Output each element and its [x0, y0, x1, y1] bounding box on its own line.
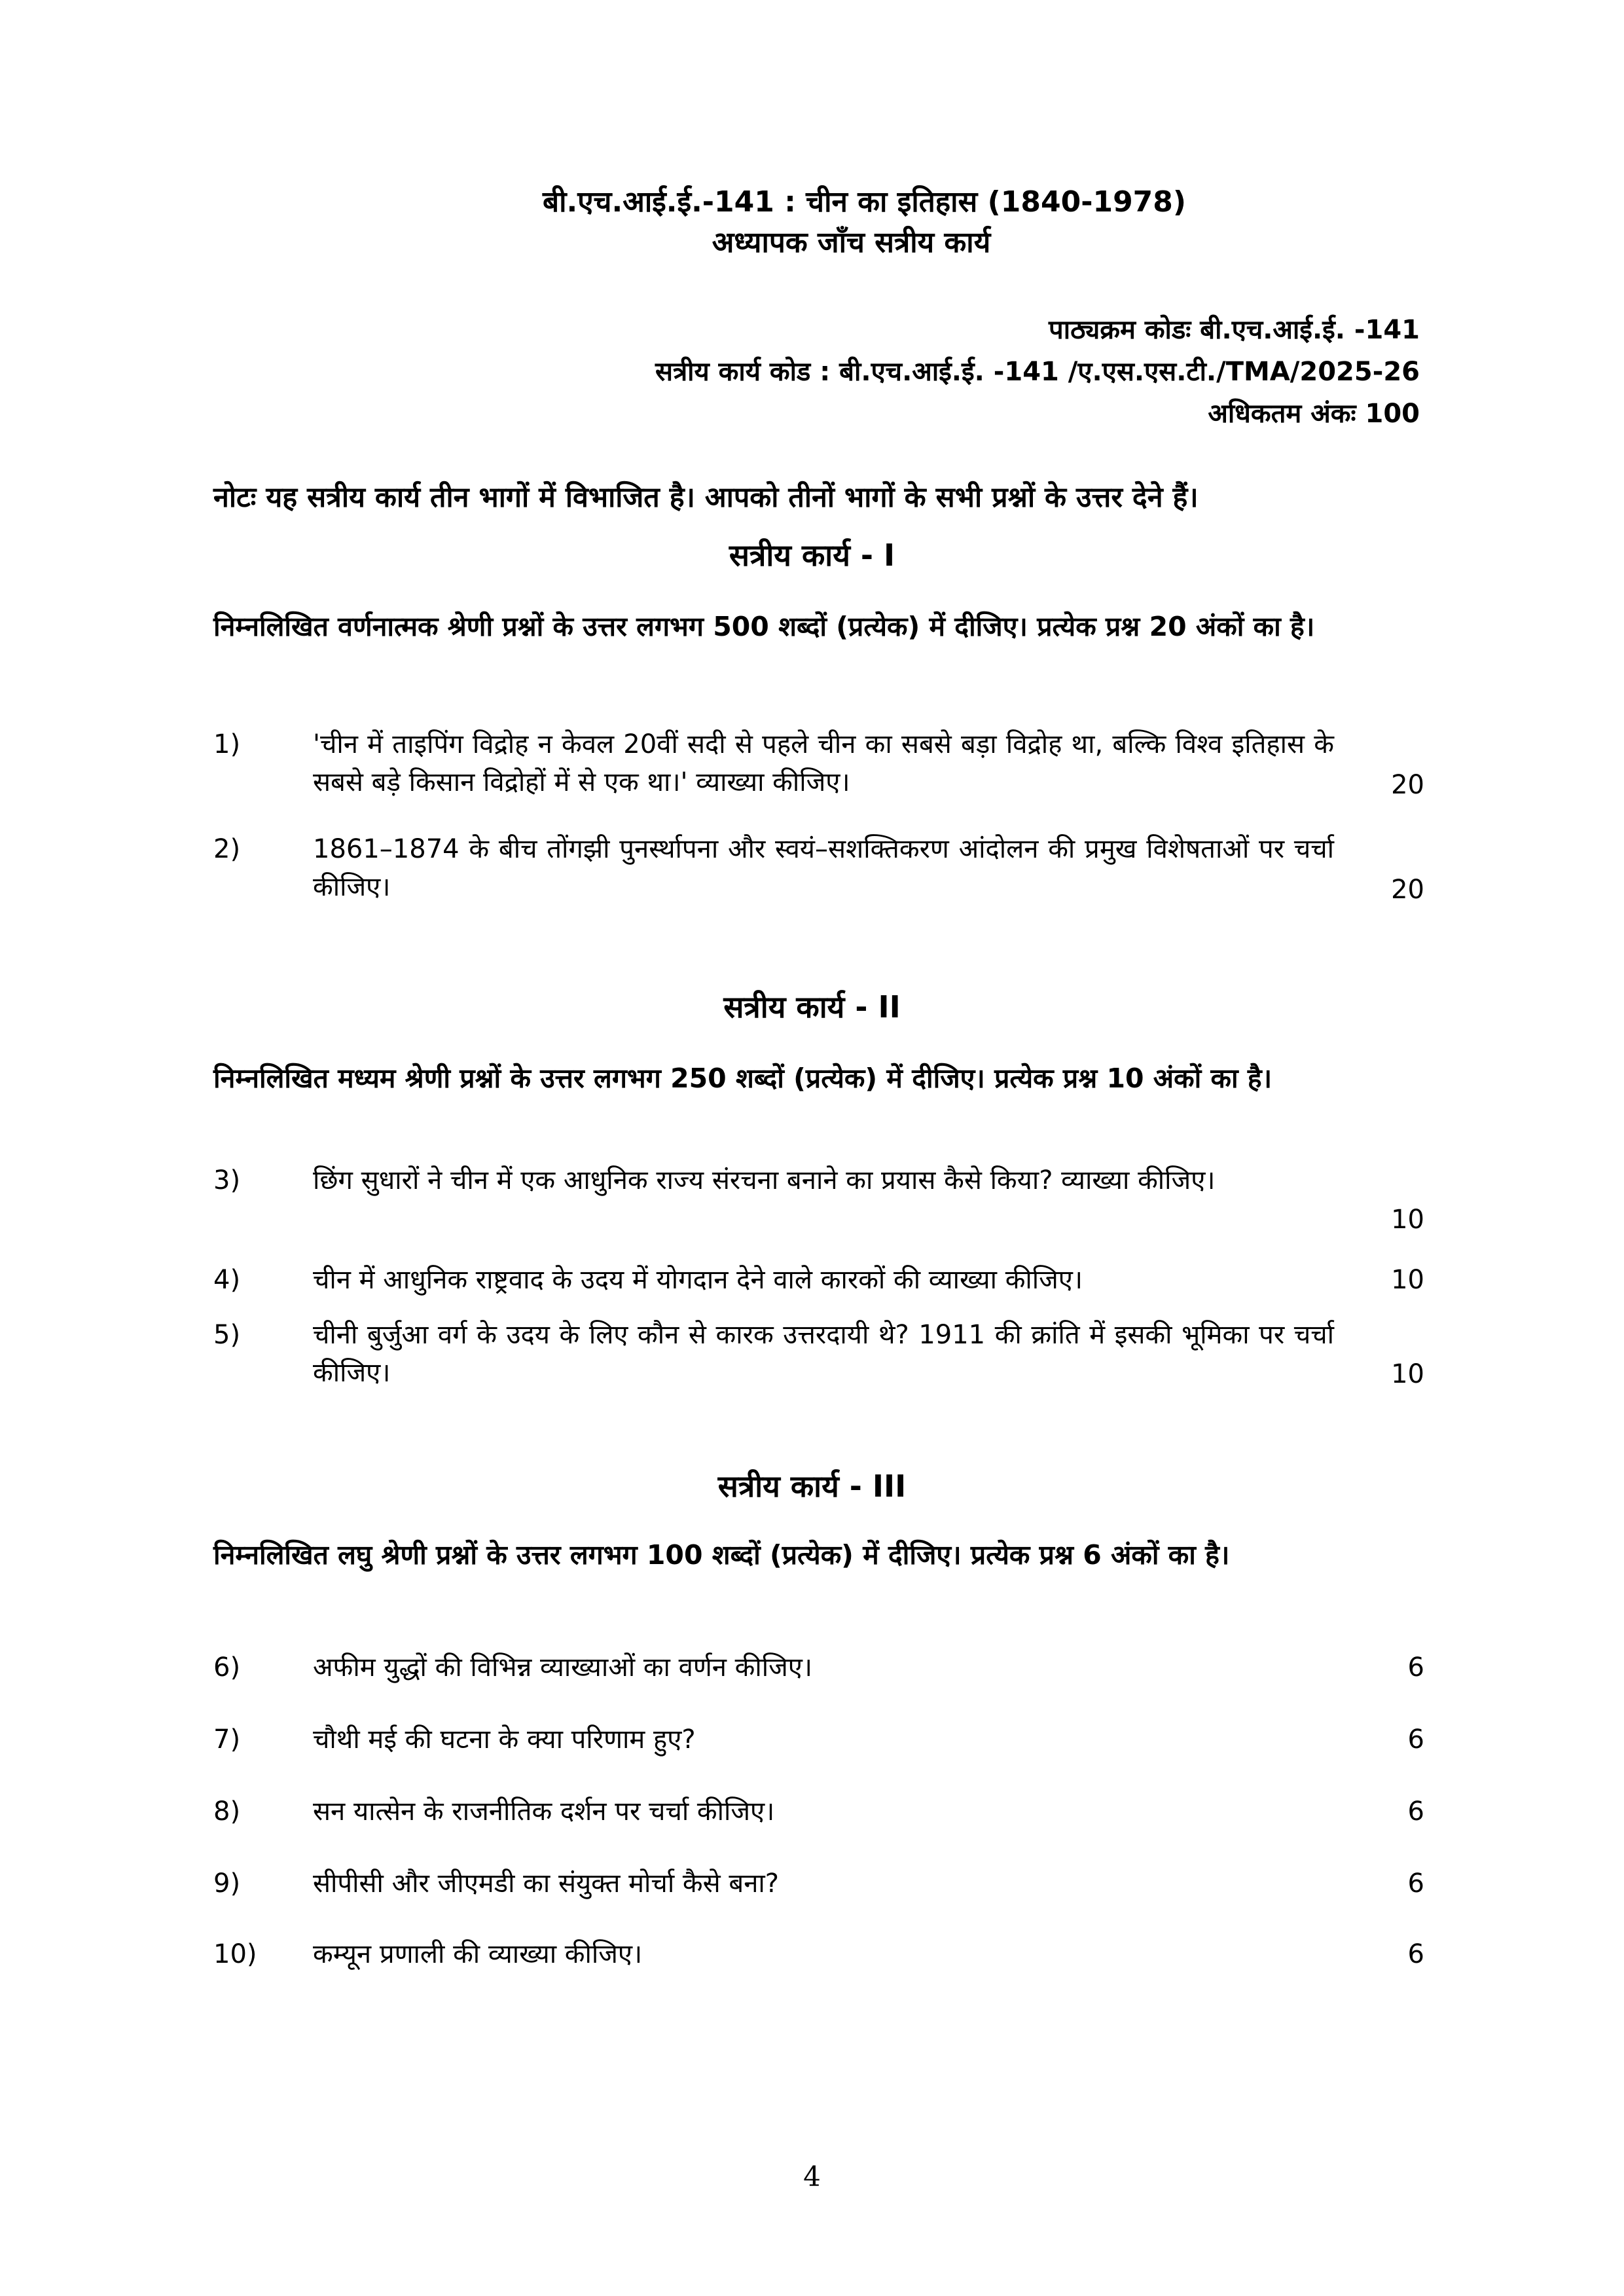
question-marks: 6 [1407, 1868, 1424, 1899]
question-text: चीनी बुर्जुआ वर्ग के उदय के लिए कौन से कारक उत्तरदायी थे? 1911 की क्रांति में इसकी भूमिका पर चर्चा कीजिए। [313, 1320, 1334, 1388]
section-instruction-1: निम्नलिखित वर्णनात्मक श्रेणी प्रश्नों के उत्तर लगभग 500 शब्दों (प्रत्येक) में दीजिए। प्रत्येक प्रश्न 20 अंकों का है। [213, 611, 1315, 642]
question-text: 1861–1874 के बीच तोंगझी पुनर्स्थापना और स्वयं–सशक्तिकरण आंदोलन की प्रमुख विशेषताओं पर चर्चा कीजिए। [313, 834, 1334, 902]
question-text: सीपीसी और जीएमडी का संयुक्त मोर्चा कैसे बना? [313, 1868, 779, 1899]
assignment-code: सत्रीय कार्य कोड : बी.एच.आई.ई. -141 /ए.एस.एस.टी./TMA/2025-26 [655, 357, 1420, 387]
question-number: 7) [213, 1724, 241, 1755]
question-marks: 6 [1407, 1939, 1424, 1969]
assignment-title: अध्यापक जाँच सत्रीय कार्य [712, 226, 991, 259]
question-marks: 20 [1391, 875, 1424, 905]
question-number: 6) [213, 1652, 241, 1683]
question-item [213, 1793, 1424, 1832]
general-note: नोटः यह सत्रीय कार्य तीन भागों में विभाजित है। आपको तीनों भागों के सभी प्रश्नों के उत्तर देने हैं। [213, 481, 1199, 514]
section-heading-3: सत्रीय कार्य - III [717, 1468, 907, 1504]
question-item [213, 1865, 1424, 1904]
question-text: कम्यून प्रणाली की व्याख्या कीजिए। [313, 1939, 643, 1969]
question-marks: 10 [1391, 1205, 1424, 1235]
question-number: 3) [213, 1165, 241, 1195]
question-marks: 6 [1407, 1652, 1424, 1683]
question-item [213, 1935, 1424, 1975]
course-code: पाठ्यक्रम कोडः बी.एच.आई.ई. -141 [1049, 315, 1420, 345]
question-item [213, 1721, 1424, 1760]
question-marks: 10 [1391, 1265, 1424, 1295]
section-instruction-2: निम्नलिखित मध्यम श्रेणी प्रश्नों के उत्तर लगभग 250 शब्दों (प्रत्येक) में दीजिए। प्रत्येक प्रश्न 10 अंकों का है। [213, 1063, 1272, 1094]
question-item [213, 1261, 1424, 1300]
question-number: 9) [213, 1868, 241, 1899]
question-text: चीन में आधुनिक राष्ट्रवाद के उदय में योगदान देने वाले कारकों की व्याख्या कीजिए। [313, 1265, 1083, 1295]
question-marks: 10 [1391, 1359, 1424, 1389]
question-marks: 6 [1407, 1796, 1424, 1827]
question-item [213, 725, 1424, 804]
question-number: 5) [213, 1320, 241, 1350]
question-text: अफीम युद्धों की विभिन्न व्याख्याओं का वर्णन कीजिए। [313, 1652, 813, 1683]
question-marks: 6 [1407, 1724, 1424, 1755]
question-number: 8) [213, 1796, 241, 1827]
question-number: 1) [213, 729, 241, 759]
course-codes-block [655, 309, 1420, 435]
question-item [213, 1316, 1424, 1394]
page-number: 4 [803, 2160, 821, 2193]
max-marks: अधिकतम अंकः 100 [1208, 399, 1420, 429]
section-heading-2: सत्रीय कार्य - II [723, 989, 901, 1025]
question-text: 'चीन में ताइपिंग विद्रोह न केवल 20वीं सदी से पहले चीन का सबसे बड़ा विद्रोह था, बल्कि विश्व इतिहास के सबसे बड़े किसान विद्रोहों में से एक था।' व्याख्या कीजिए। [313, 729, 1334, 797]
section-instruction-3: निम्नलिखित लघु श्रेणी प्रश्नों के उत्तर लगभग 100 शब्दों (प्रत्येक) में दीजिए। प्रत्येक प्रश्न 6 अंकों का है। [213, 1539, 1230, 1571]
question-text: सन यात्सेन के राजनीतिक दर्शन पर चर्चा कीजिए। [313, 1796, 775, 1827]
section-heading-1: सत्रीय कार्य - I [729, 538, 895, 573]
question-number: 2) [213, 834, 241, 864]
question-text: छिंग सुधारों ने चीन में एक आधुनिक राज्य संरचना बनाने का प्रयास कैसे किया? व्याख्या कीजिए। [313, 1165, 1216, 1195]
course-title: बी.एच.आई.ई.-141 : चीन का इतिहास (1840-1978) [542, 185, 1187, 219]
title-block [0, 182, 1624, 263]
question-item [213, 1649, 1424, 1688]
question-marks: 20 [1391, 770, 1424, 800]
question-item [213, 1161, 1424, 1240]
question-number: 4) [213, 1265, 241, 1295]
question-text: चौथी मई की घटना के क्या परिणाम हुए? [313, 1724, 696, 1755]
question-item [213, 830, 1424, 909]
question-number: 10) [213, 1939, 257, 1969]
